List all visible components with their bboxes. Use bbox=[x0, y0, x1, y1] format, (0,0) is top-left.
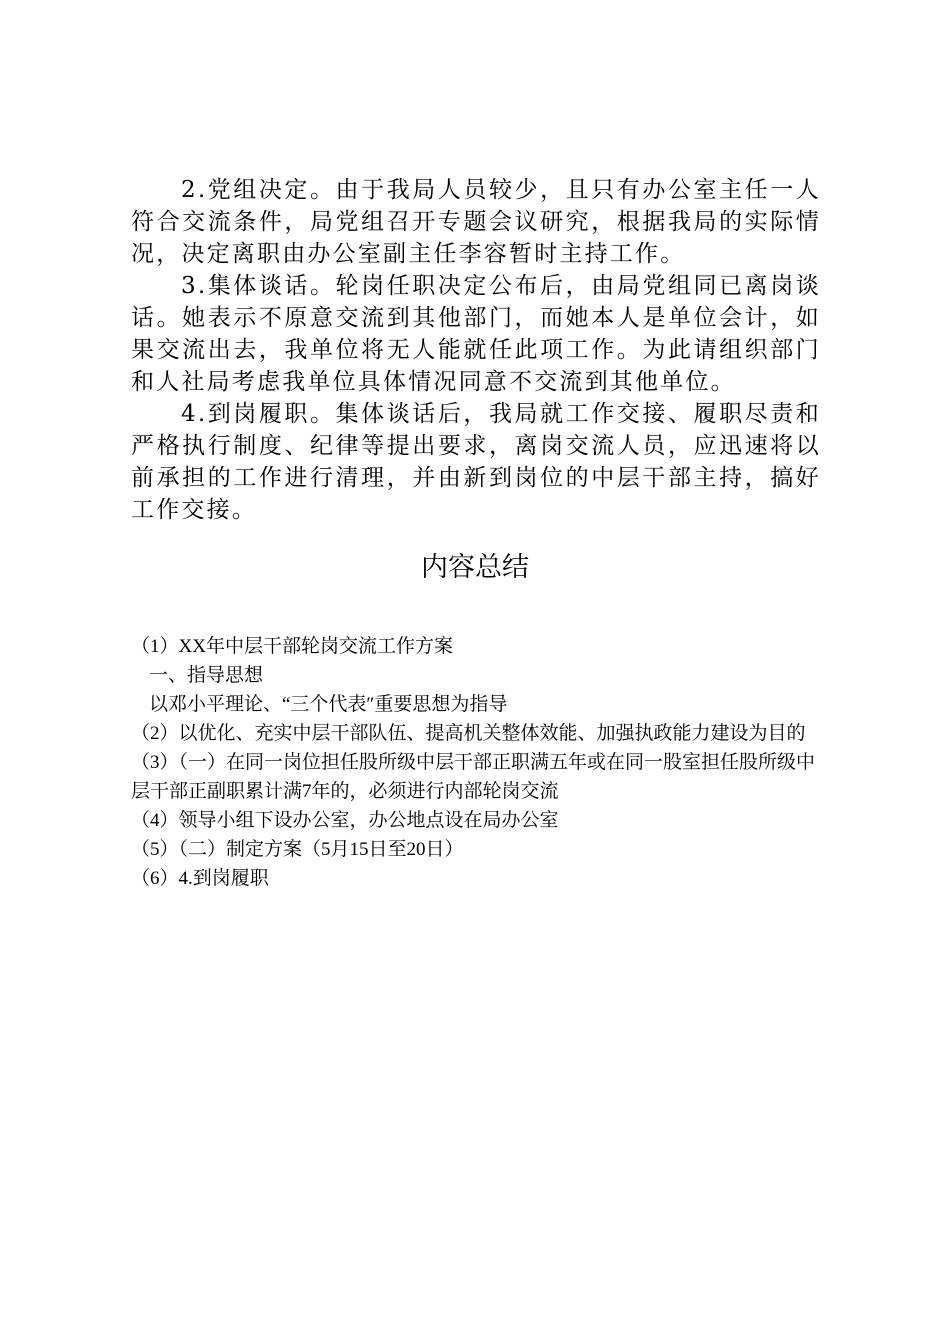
body-text bbox=[131, 174, 821, 526]
summary-item: （2）以优化、充实中层干部队伍、提高机关整体效能、加强执政能力建设为目的 bbox=[131, 723, 806, 744]
summary-item: （5）（二）制定方案（5月15日至20日） bbox=[131, 839, 464, 860]
summary-title: 内容总结 bbox=[421, 552, 529, 583]
paragraph-party-decision: 2.党组决定。由于我局人员较少，且只有办公室主任一人符合交流条件，局党组召开专题会议研究，根据我局的实际情况，决定离职由办公室副主任李容暂时主持工作。 bbox=[131, 177, 821, 267]
summary-item: 以邓小平理论、“三个代表″重要思想为指导 bbox=[149, 694, 508, 715]
summary-list bbox=[131, 632, 831, 893]
summary-item: （6）4.到岗履职 bbox=[131, 868, 269, 889]
summary-item: （4）领导小组下设办公室，办公地点设在局办公室 bbox=[131, 810, 559, 831]
summary-item: （1）XX年中层干部轮岗交流工作方案 bbox=[131, 636, 453, 657]
summary-item: （3）（一）在同一岗位担任股所级中层干部正职满五年或在同一股室担任股所级中层干部正副职累计满7年的，必须进行内部轮岗交流 bbox=[131, 752, 816, 802]
paragraph-take-post: 4.到岗履职。集体谈话后，我局就工作交接、履职尽责和严格执行制度、纪律等提出要求，离岗交流人员，应迅速将以前承担的工作进行清理，并由新到岗位的中层干部主持，搞好工作交接。 bbox=[131, 401, 821, 523]
summary-item: 一、指导思想 bbox=[149, 665, 264, 686]
paragraph-group-talk: 3.集体谈话。轮岗任职决定公布后，由局党组同已离岗谈话。她表示不原意交流到其他部门，而她本人是单位会计，如果交流出去，我单位将无人能就任此项工作。为此请组织部门和人社局考虑我单位具体情况同意不交流到其他单位。 bbox=[131, 273, 821, 395]
